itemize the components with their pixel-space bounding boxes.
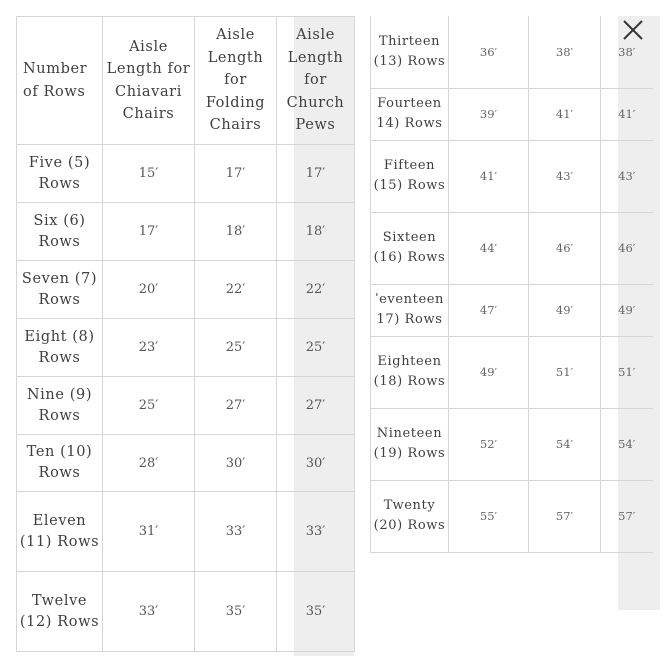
pews-length-cell: 33′ [277, 492, 355, 572]
table-row [371, 480, 653, 552]
pews-length-cell: 30′ [277, 435, 355, 492]
row-label: Ten (10) Rows [17, 435, 103, 492]
chiavari-length-cell: 15′ [103, 145, 195, 203]
table-row [371, 16, 653, 88]
chiavari-length-cell: 36′ [449, 16, 529, 88]
pews-length-cell: 54′ [601, 408, 653, 480]
table-row [371, 140, 653, 212]
chiavari-length-cell: 44′ [449, 212, 529, 284]
row-label: Eighteen (18) Rows [371, 336, 449, 408]
table-row [17, 261, 355, 319]
folding-length-cell: 46′ [529, 212, 601, 284]
row-label: Twenty (20) Rows [371, 480, 449, 552]
folding-length-cell: 30′ [195, 435, 277, 492]
table-row [17, 572, 355, 652]
folding-length-cell: 27′ [195, 377, 277, 435]
table-row [17, 435, 355, 492]
folding-length-cell: 43′ [529, 140, 601, 212]
row-label: Twelve (12) Rows [17, 572, 103, 652]
pews-length-cell: 49′ [601, 284, 653, 336]
pews-length-cell: 43′ [601, 140, 653, 212]
table-row [371, 408, 653, 480]
row-label: Nine (9) Rows [17, 377, 103, 435]
row-label: Eight (8) Rows [17, 319, 103, 377]
table-row [17, 319, 355, 377]
table-row [17, 203, 355, 261]
chiavari-length-cell: 20′ [103, 261, 195, 319]
header-chiavari: Aisle Length for Chiavari Chairs [103, 17, 195, 145]
table-row [17, 377, 355, 435]
header-row [17, 17, 355, 145]
chiavari-length-cell: 31′ [103, 492, 195, 572]
aisle-length-table-right [370, 16, 653, 553]
pews-length-cell: 17′ [277, 145, 355, 203]
header-folding: Aisle Length for Folding Chairs [195, 17, 277, 145]
chiavari-length-cell: 47′ [449, 284, 529, 336]
folding-length-cell: 18′ [195, 203, 277, 261]
table-row [371, 88, 653, 140]
folding-length-cell: 25′ [195, 319, 277, 377]
row-label: Thirteen (13) Rows [371, 16, 449, 88]
pews-length-cell: 38′ [601, 16, 653, 88]
row-label: ˈeventeen 17) Rows [371, 284, 449, 336]
header-pews: Aisle Length for Church Pews [277, 17, 355, 145]
folding-length-cell: 57′ [529, 480, 601, 552]
chiavari-length-cell: 52′ [449, 408, 529, 480]
aisle-length-table-left [16, 16, 355, 652]
folding-length-cell: 49′ [529, 284, 601, 336]
chiavari-length-cell: 17′ [103, 203, 195, 261]
table-row [371, 336, 653, 408]
table-row [371, 284, 653, 336]
folding-length-cell: 35′ [195, 572, 277, 652]
pews-length-cell: 22′ [277, 261, 355, 319]
row-label: Five (5) Rows [17, 145, 103, 203]
pews-length-cell: 18′ [277, 203, 355, 261]
pews-length-cell: 46′ [601, 212, 653, 284]
pews-length-cell: 51′ [601, 336, 653, 408]
row-label: Eleven (11) Rows [17, 492, 103, 572]
pews-length-cell: 41′ [601, 88, 653, 140]
chiavari-length-cell: 33′ [103, 572, 195, 652]
row-label: Seven (7) Rows [17, 261, 103, 319]
chiavari-length-cell: 39′ [449, 88, 529, 140]
row-label: Nineteen (19) Rows [371, 408, 449, 480]
table-row [17, 492, 355, 572]
folding-length-cell: 22′ [195, 261, 277, 319]
close-button[interactable] [622, 19, 644, 41]
row-label: Fourteen 14) Rows [371, 88, 449, 140]
chiavari-length-cell: 25′ [103, 377, 195, 435]
chiavari-length-cell: 28′ [103, 435, 195, 492]
pews-length-cell: 25′ [277, 319, 355, 377]
pews-length-cell: 57′ [601, 480, 653, 552]
table-row [17, 145, 355, 203]
chiavari-length-cell: 41′ [449, 140, 529, 212]
header-number-of-rows: Number of Rows [17, 17, 103, 145]
chiavari-length-cell: 23′ [103, 319, 195, 377]
chiavari-length-cell: 49′ [449, 336, 529, 408]
pews-length-cell: 35′ [277, 572, 355, 652]
folding-length-cell: 38′ [529, 16, 601, 88]
table-row [371, 212, 653, 284]
row-label: Fifteen (15) Rows [371, 140, 449, 212]
folding-length-cell: 33′ [195, 492, 277, 572]
folding-length-cell: 41′ [529, 88, 601, 140]
chiavari-length-cell: 55′ [449, 480, 529, 552]
folding-length-cell: 17′ [195, 145, 277, 203]
folding-length-cell: 51′ [529, 336, 601, 408]
close-icon [622, 19, 644, 41]
row-label: Six (6) Rows [17, 203, 103, 261]
folding-length-cell: 54′ [529, 408, 601, 480]
pews-length-cell: 27′ [277, 377, 355, 435]
row-label: Sixteen (16) Rows [371, 212, 449, 284]
